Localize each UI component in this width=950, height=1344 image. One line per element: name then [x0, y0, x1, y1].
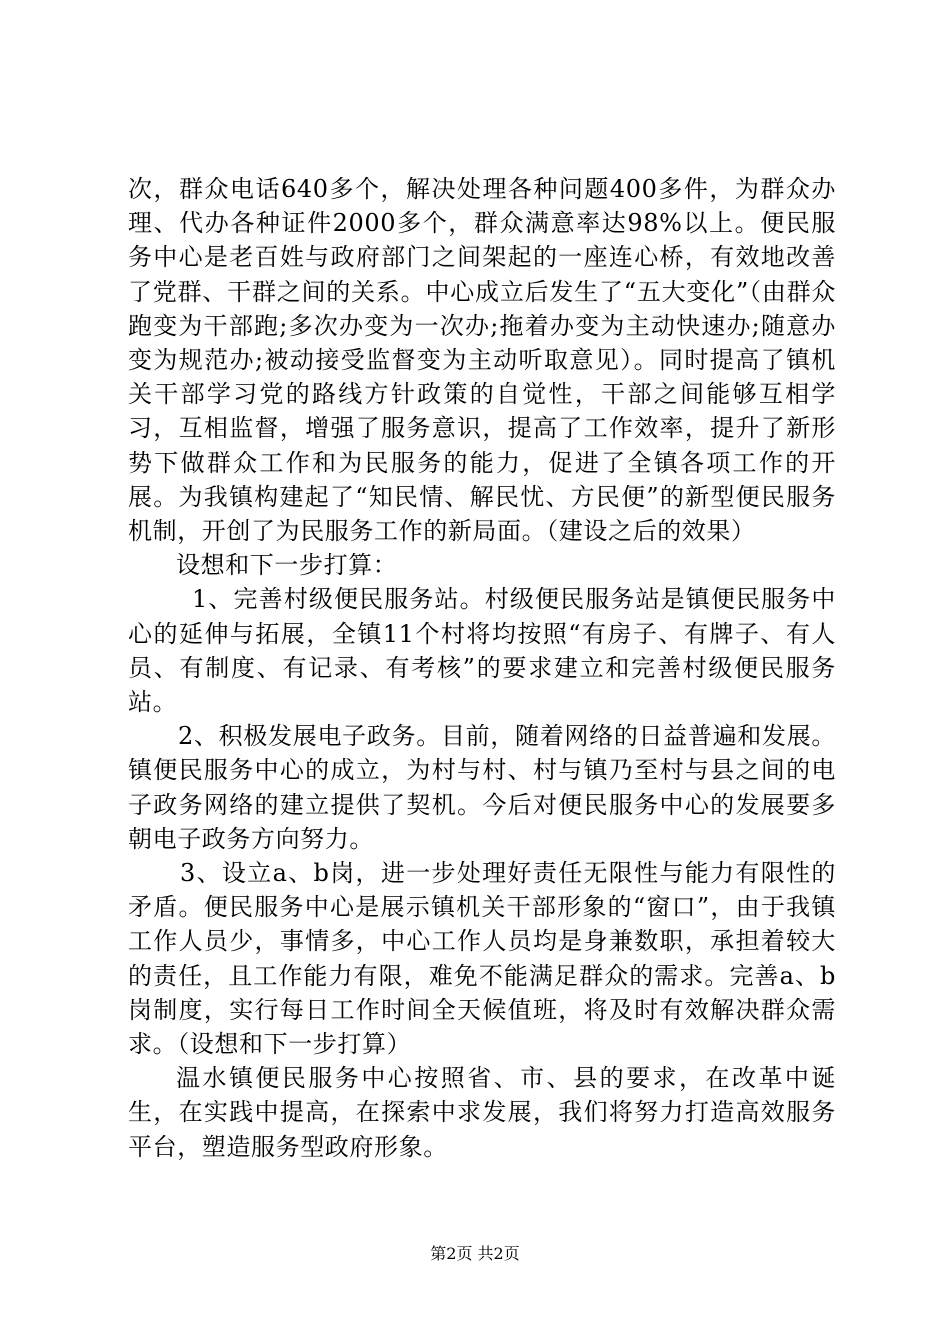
paragraph-plan-1: 1、完善村级便民服务站。村级便民服务站是镇便民服务中心的延伸与拓展，全镇11个村将均按照“有房子、有牌子、有人员、有制度、有记录、有考核”的要求建立和完善村级便民服务站。 [128, 585, 836, 717]
paragraph-conclusion: 温水镇便民服务中心按照省、市、县的要求，在改革中诞生，在实践中提高，在探索中求发展，我们将努力打造高效服务平台，塑造服务型政府形象。 [128, 1064, 836, 1161]
paragraph-plan-2: 2、积极发展电子政务。目前，随着网络的日益普遍和发展。镇便民服务中心的成立，为村与村、村与镇乃至村与县之间的电子政务网络的建立提供了契机。今后对便民服务中心的发展要多朝电子政务方向努力。 [128, 722, 836, 853]
paragraph-results: 次，群众电话640多个，解决处理各种问题400多件，为群众办理、代办各种证件2000多个，群众满意率达98%以上。便民服务中心是老百姓与政府部门之间架起的一座连心桥，有效地改善了党群、干群之间的关系。中心成立后发生了“五大变化”（由群众跑变为干部跑;多次办变为一次办;拖着办变为主动快速办;随意办变为规范办;被动接受监督变为主动听取意见）。同时提高了镇机关干部学习党的路线方针政策的自觉性，干部之间能够互相学习，互相监督，增强了服务意识，提高了工作效率，提升了新形势下做群众工作和为民服务的能力，促进了全镇各项工作的开展。为我镇构建起了“知民情、解民忧、方民便”的新型便民服务机制，开创了为民服务工作的新局面。（建设之后的效果） [128, 175, 836, 546]
paragraph-plans-heading: 设想和下一步打算： [176, 551, 398, 580]
paragraph-plan-3: 3、设立a、b岗，进一步处理好责任无限性与能力有限性的矛盾。便民服务中心是展示镇机关干部形象的“窗口”，由于我镇工作人员少，事情多，中心工作人员均是身兼数职，承担着较大的责任，且工作能力有限，难免不能满足群众的需求。完善a、b岗制度，实行每日工作时间全天候值班，将及时有效解决群众需求。（设想和下一步打算） [128, 859, 836, 1059]
page-number-footer: 第2页 共2页 [430, 1244, 520, 1263]
document-body [128, 172, 836, 1164]
